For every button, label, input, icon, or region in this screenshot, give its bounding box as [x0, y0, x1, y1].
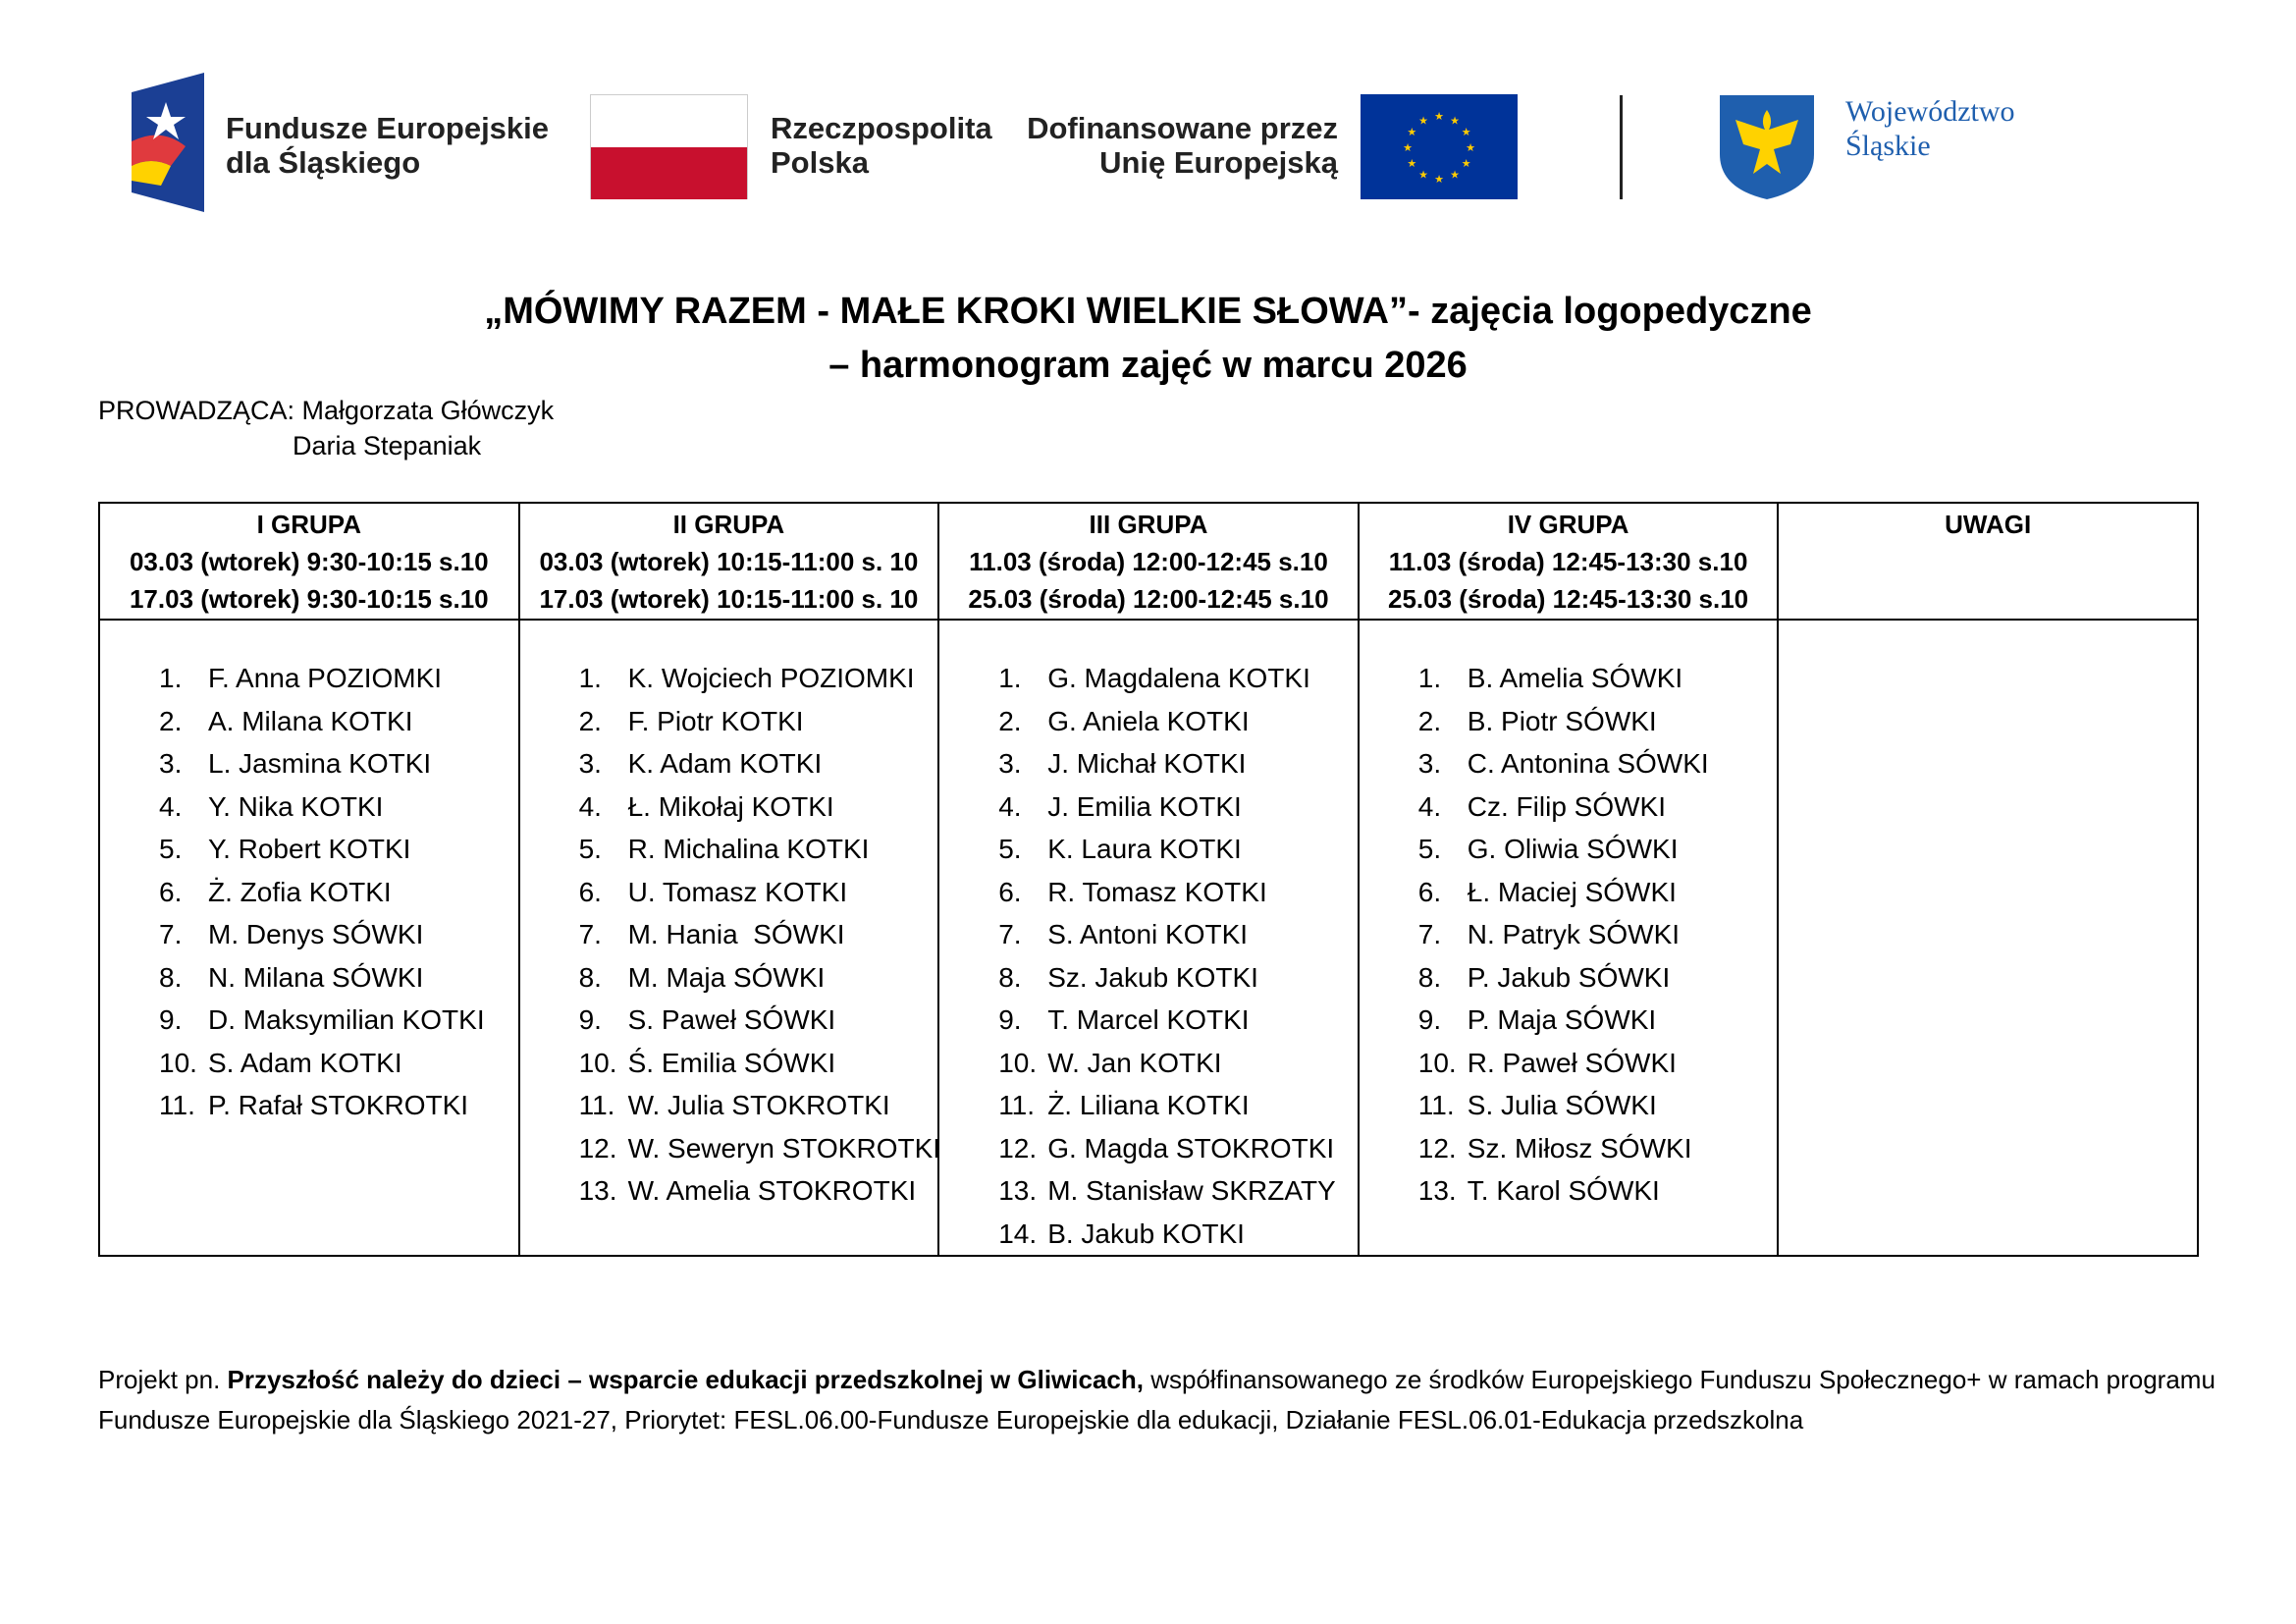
item-number: 3. [578, 748, 602, 779]
group-name: IV GRUPA [1507, 510, 1629, 539]
member-name: A. Milana KOTKI [208, 705, 413, 736]
item-number: 7. [578, 919, 602, 949]
item-number: 5. [159, 834, 183, 864]
member-name: M. Stanisław SKRZATY [1047, 1175, 1336, 1206]
item-number: 14. [998, 1218, 1038, 1249]
list-item [578, 1127, 941, 1170]
notes-cell [1778, 620, 2198, 1256]
item-number: 6. [578, 876, 602, 907]
member-name: Cz. Filip SÓWKI [1467, 790, 1667, 822]
member-name: B. Jakub KOTKI [1047, 1218, 1245, 1249]
item-number: 13. [578, 1175, 617, 1206]
group-name: I GRUPA [256, 510, 361, 539]
logo-divider [1620, 95, 1623, 199]
member-name: U. Tomasz KOTKI [627, 876, 848, 907]
list-item [1418, 871, 1778, 914]
list-item [159, 956, 518, 1000]
list-item [998, 913, 1358, 956]
item-number: 11. [1417, 1090, 1455, 1120]
member-name: F. Anna POZIOMKI [208, 663, 443, 693]
list-item [1418, 828, 1778, 871]
member-name: G. Magda STOKROTKI [1047, 1132, 1335, 1164]
slaskie-line2: Śląskie [1845, 130, 1931, 162]
member-name: D. Maksymilian KOTKI [208, 1004, 485, 1035]
group-members-cell [938, 620, 1359, 1256]
item-number: 5. [998, 834, 1022, 864]
list-item [998, 742, 1358, 785]
rp-line2: Polska [771, 145, 869, 180]
group-date: 25.03 (środa) 12:00-12:45 s.10 [968, 584, 1329, 614]
item-number: 8. [998, 961, 1022, 993]
list-item [998, 1042, 1358, 1085]
list-item [159, 742, 518, 785]
eu-line2: Unię Europejską [1099, 145, 1338, 180]
page-title [0, 285, 2296, 393]
item-number: 1. [1417, 663, 1442, 693]
list-item [579, 1084, 938, 1127]
group-members-cell [519, 620, 939, 1256]
list-item [579, 1042, 938, 1085]
item-number: 12. [998, 1132, 1038, 1164]
member-name: P. Maja SÓWKI [1467, 1004, 1657, 1035]
item-number: 2. [1417, 705, 1442, 736]
list-item [1418, 742, 1778, 785]
polish-flag-icon [590, 94, 748, 199]
item-number: 3. [159, 748, 183, 779]
item-number: 8. [1417, 961, 1442, 993]
group-date: 11.03 (środa) 12:00-12:45 s.10 [969, 547, 1328, 576]
list-item [579, 700, 938, 743]
fe-logo-text [226, 111, 549, 180]
item-number: 11. [159, 1090, 195, 1120]
member-name: Y. Nika KOTKI [208, 790, 384, 822]
eu-star-icon: ★ [1418, 169, 1428, 182]
group-name: II GRUPA [672, 510, 785, 539]
table-header-row [99, 503, 2198, 620]
list-item [579, 913, 938, 956]
member-name: T. Marcel KOTKI [1047, 1004, 1250, 1035]
list-item [998, 785, 1358, 829]
fe-line1: Fundusze Europejskie [226, 111, 550, 145]
item-number: 7. [998, 919, 1022, 949]
eu-star-icon: ★ [1407, 127, 1417, 138]
member-name: K. Wojciech POZIOMKI [627, 663, 915, 693]
member-name: Sz. Jakub KOTKI [1047, 961, 1258, 993]
group-date: 17.03 (wtorek) 10:15-11:00 s. 10 [539, 584, 919, 614]
item-number: 2. [578, 705, 602, 736]
item-number: 10. [998, 1047, 1038, 1078]
list-item [998, 700, 1358, 743]
eu-star-icon: ★ [1450, 115, 1460, 128]
list-item [579, 956, 938, 1000]
schedule-table [98, 502, 2199, 1257]
member-name: B. Piotr SÓWKI [1467, 705, 1657, 736]
list-item [1418, 1127, 1778, 1170]
list-item [998, 1213, 1358, 1256]
item-number: 10. [578, 1047, 617, 1078]
instructors-label: PROWADZĄCA: [98, 396, 295, 425]
member-name: S. Julia SÓWKI [1467, 1090, 1657, 1120]
member-name: G. Oliwia SÓWKI [1467, 834, 1679, 864]
member-list [520, 657, 941, 1213]
list-item [1418, 1084, 1778, 1127]
member-name: W. Julia STOKROTKI [627, 1090, 890, 1120]
item-number: 3. [1417, 748, 1442, 779]
item-number: 5. [578, 834, 602, 864]
member-name: K. Adam KOTKI [627, 748, 823, 779]
eu-star-icon: ★ [1403, 142, 1413, 154]
member-name: W. Amelia STOKROTKI [627, 1175, 917, 1206]
list-item [159, 700, 518, 743]
member-name: P. Jakub SÓWKI [1467, 961, 1671, 993]
notes-header: UWAGI [1778, 503, 2198, 620]
item-number: 12. [1417, 1132, 1457, 1164]
list-item [159, 1084, 518, 1127]
item-number: 13. [998, 1175, 1038, 1206]
member-name: Ś. Emilia SÓWKI [627, 1047, 836, 1078]
group-members-cell [1359, 620, 1779, 1256]
item-number: 6. [159, 876, 183, 907]
item-number: 10. [1417, 1047, 1457, 1078]
list-item [998, 1169, 1358, 1213]
member-name: G. Magdalena KOTKI [1047, 663, 1310, 693]
list-item [579, 657, 938, 700]
instructors [98, 393, 554, 429]
group-header [519, 503, 939, 620]
group-date: 25.03 (środa) 12:45-13:30 s.10 [1388, 584, 1749, 614]
footer-project-name: Przyszłość należy do dzieci – wsparcie edukacji przedszkolnej w Gliwicach, [227, 1365, 1144, 1394]
list-item [998, 828, 1358, 871]
list-item [159, 785, 518, 829]
member-name: M. Denys SÓWKI [208, 919, 424, 949]
rp-line1: Rzeczpospolita [771, 111, 992, 145]
member-name: S. Adam KOTKI [208, 1047, 402, 1078]
eu-logo-text [982, 111, 1338, 180]
list-item [998, 1084, 1358, 1127]
item-number: 9. [1417, 1004, 1442, 1035]
eu-star-icon: ★ [1450, 169, 1460, 182]
footer-prefix: Projekt pn. [98, 1365, 228, 1394]
item-number: 9. [159, 1004, 183, 1035]
table-body-row [99, 620, 2198, 1256]
eu-star-icon: ★ [1434, 174, 1444, 186]
list-item [1418, 1042, 1778, 1085]
list-item [998, 871, 1358, 914]
member-name: R. Tomasz KOTKI [1047, 876, 1267, 907]
list-item [998, 999, 1358, 1042]
list-item [159, 913, 518, 956]
member-name: J. Emilia KOTKI [1047, 790, 1242, 822]
item-number: 7. [159, 919, 183, 949]
member-name: J. Michał KOTKI [1047, 748, 1247, 779]
list-item [159, 871, 518, 914]
member-name: Y. Robert KOTKI [208, 834, 411, 864]
list-item [1418, 999, 1778, 1042]
member-name: T. Karol SÓWKI [1467, 1175, 1660, 1206]
item-number: 1. [998, 663, 1022, 693]
list-item [1418, 700, 1778, 743]
item-number: 2. [998, 705, 1022, 736]
instructor-name: Małgorzata Główczyk [301, 396, 555, 425]
slaskie-line1: Województwo [1845, 95, 2015, 128]
list-item [1418, 657, 1778, 700]
list-item [1418, 1169, 1778, 1213]
instructor-name: Daria Stepaniak [293, 431, 482, 460]
fe-logo-icon [132, 73, 204, 212]
item-number: 6. [998, 876, 1022, 907]
group-header [99, 503, 519, 620]
item-number: 2. [159, 705, 183, 736]
eu-flag-icon [1361, 94, 1518, 199]
member-list [939, 657, 1358, 1255]
item-number: 11. [578, 1090, 615, 1120]
member-name: Ł. Maciej SÓWKI [1467, 876, 1677, 907]
group-name: III GRUPA [1089, 510, 1208, 539]
list-item [998, 956, 1358, 1000]
item-number: 4. [159, 790, 183, 822]
list-item [579, 828, 938, 871]
member-name: L. Jasmina KOTKI [208, 748, 432, 779]
member-name: R. Paweł SÓWKI [1467, 1047, 1677, 1078]
member-name: Ł. Mikołaj KOTKI [627, 790, 834, 822]
item-number: 7. [1417, 919, 1442, 949]
list-item [579, 999, 938, 1042]
item-number: 4. [998, 790, 1022, 822]
list-item [998, 657, 1358, 700]
item-number: 8. [159, 961, 183, 993]
group-date: 17.03 (wtorek) 9:30-10:15 s.10 [129, 584, 489, 614]
member-name: R. Michalina KOTKI [627, 834, 870, 864]
member-name: Ż. Zofia KOTKI [208, 876, 392, 907]
eu-star-icon: ★ [1407, 158, 1417, 170]
eu-star-icon: ★ [1461, 158, 1471, 170]
title-line2: – harmonogram zajęć w marcu 2026 [828, 345, 1468, 386]
fe-line2: dla Śląskiego [226, 145, 421, 180]
rp-logo-text [771, 111, 992, 180]
member-name: M. Maja SÓWKI [627, 961, 826, 993]
footer-rest: współfinansowanego ze środków Europejskiego Funduszu Społecznego+ w ramach programu Fundusze Europejskie dla Śląskiego 2021-27, Priorytet: FESL.06.00-Fundusze Europejskie dla edukacji, Działanie FESL.06.01-Edukacja przedszkolna [98, 1365, 2216, 1435]
member-list [1360, 657, 1778, 1213]
item-number: 9. [578, 1004, 602, 1035]
member-name: K. Laura KOTKI [1047, 834, 1242, 864]
member-name: F. Piotr KOTKI [627, 705, 804, 736]
silesia-coat-of-arms-icon [1720, 95, 1814, 199]
member-name: B. Amelia SÓWKI [1467, 663, 1683, 693]
member-name: P. Rafał STOKROTKI [208, 1090, 469, 1120]
member-name: C. Antonina SÓWKI [1467, 748, 1709, 779]
list-item [1418, 956, 1778, 1000]
eu-star-icon: ★ [1418, 115, 1428, 128]
item-number: 1. [578, 663, 602, 693]
member-name: G. Aniela KOTKI [1047, 705, 1250, 736]
eu-line1: Dofinansowane przez [1027, 111, 1338, 145]
list-item [159, 1042, 518, 1085]
member-name: M. Hania SÓWKI [627, 919, 845, 949]
group-members-cell [99, 620, 519, 1256]
member-name: N. Patryk SÓWKI [1467, 919, 1681, 949]
item-number: 4. [578, 790, 602, 822]
member-name: W. Jan KOTKI [1047, 1047, 1222, 1078]
list-item [159, 828, 518, 871]
member-name: Sz. Miłosz SÓWKI [1467, 1132, 1692, 1164]
list-item [159, 657, 518, 700]
item-number: 1. [159, 663, 183, 693]
item-number: 3. [998, 748, 1022, 779]
item-number: 10. [159, 1047, 197, 1078]
item-number: 5. [1417, 834, 1442, 864]
member-name: Ż. Liliana KOTKI [1047, 1090, 1250, 1120]
slaskie-logo-text [1845, 94, 2015, 163]
eu-star-icon: ★ [1434, 111, 1444, 123]
group-date: 11.03 (środa) 12:45-13:30 s.10 [1388, 547, 1748, 576]
group-header [938, 503, 1359, 620]
title-line1: „MÓWIMY RAZEM - MAŁE KROKI WIELKIE SŁOWA”- zajęcia logopedyczne [484, 291, 1812, 332]
member-list [100, 657, 518, 1127]
group-date: 03.03 (wtorek) 9:30-10:15 s.10 [129, 547, 489, 576]
member-name: W. Seweryn STOKROTKI [627, 1132, 941, 1164]
group-header [1359, 503, 1779, 620]
item-number: 12. [578, 1132, 617, 1164]
group-date: 03.03 (wtorek) 10:15-11:00 s. 10 [539, 547, 919, 576]
member-name: S. Antoni KOTKI [1047, 919, 1249, 949]
list-item [159, 999, 518, 1042]
eu-star-icon: ★ [1461, 127, 1471, 138]
item-number: 9. [998, 1004, 1022, 1035]
list-item [579, 871, 938, 914]
project-footer [98, 1360, 2218, 1440]
list-item [579, 742, 938, 785]
member-name: N. Milana SÓWKI [208, 961, 424, 993]
item-number: 8. [578, 961, 602, 993]
member-name: S. Paweł SÓWKI [627, 1004, 836, 1035]
item-number: 4. [1417, 790, 1442, 822]
eu-star-icon: ★ [1466, 142, 1475, 154]
list-item [1418, 785, 1778, 829]
list-item [579, 785, 938, 829]
list-item [998, 1127, 1358, 1170]
list-item [579, 1169, 938, 1213]
item-number: 13. [1417, 1175, 1457, 1206]
list-item [1418, 913, 1778, 956]
item-number: 11. [998, 1090, 1036, 1120]
item-number: 6. [1417, 876, 1442, 907]
